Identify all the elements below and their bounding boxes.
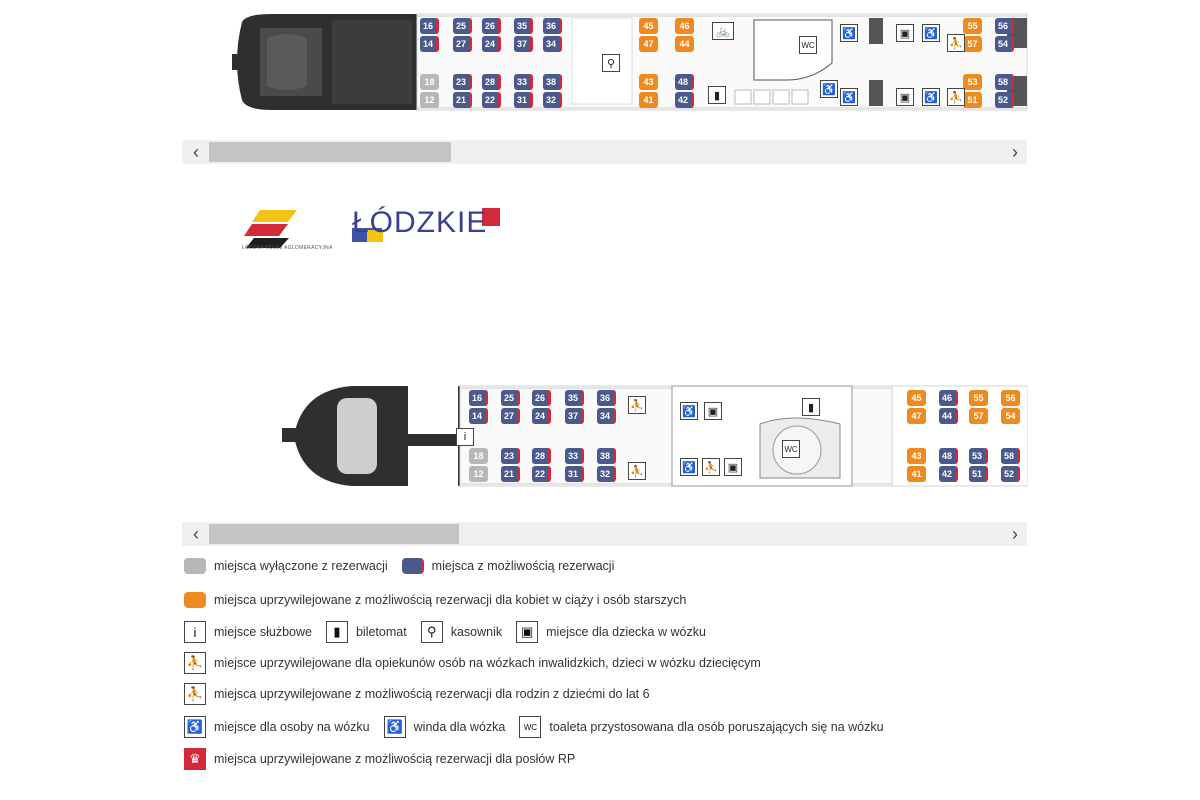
lift-icon-legend: ♿ bbox=[384, 716, 406, 738]
seat-12[interactable]: 12 bbox=[469, 466, 488, 482]
legend-row-7 bbox=[184, 748, 589, 770]
seat-34[interactable]: 34 bbox=[597, 408, 616, 424]
seat-46[interactable]: 46 bbox=[675, 18, 694, 34]
wheelchair-icon-legend: ♿ bbox=[184, 716, 206, 738]
lodzkie-logo-text: ŁÓDZKIE bbox=[352, 206, 488, 239]
stroller-icon-4: ▣ bbox=[724, 458, 742, 476]
ticket-machine-icon-2: ▮ bbox=[802, 398, 820, 416]
seat-41[interactable]: 41 bbox=[907, 466, 926, 482]
seat-34[interactable]: 34 bbox=[543, 36, 562, 52]
seat-26[interactable]: 26 bbox=[482, 18, 501, 34]
seat-12[interactable]: 12 bbox=[420, 92, 439, 108]
seat-18[interactable]: 18 bbox=[469, 448, 488, 464]
seat-57[interactable]: 57 bbox=[969, 408, 988, 424]
seat-35[interactable]: 35 bbox=[565, 390, 584, 406]
scroll-thumb-2[interactable] bbox=[209, 524, 459, 544]
wheelchair-icon: ♿ bbox=[820, 80, 838, 98]
seat-52[interactable]: 52 bbox=[995, 92, 1014, 108]
scroll-thumb-1[interactable] bbox=[209, 142, 451, 162]
seat-32[interactable]: 32 bbox=[543, 92, 562, 108]
seat-map-panel bbox=[172, 0, 1028, 800]
train-diagram-1 bbox=[172, 8, 1028, 116]
seat-14[interactable]: 14 bbox=[420, 36, 439, 52]
seat-55[interactable]: 55 bbox=[969, 390, 988, 406]
legend-toilet: toaleta przystosowana dla osób poruszających się na wózku bbox=[549, 720, 884, 734]
legend-row-5 bbox=[184, 683, 664, 705]
stroller-icon: ▣ bbox=[896, 24, 914, 42]
legend-lift: winda dla wózka bbox=[413, 720, 506, 734]
legend-row-6 bbox=[184, 716, 898, 738]
legend-row-2 bbox=[184, 592, 700, 608]
seat-43[interactable]: 43 bbox=[907, 448, 926, 464]
wheelchair-place-icon: ♿ bbox=[922, 24, 940, 42]
train-diagram-2 bbox=[172, 380, 1028, 492]
seat-25[interactable]: 25 bbox=[453, 18, 472, 34]
seat-14[interactable]: 14 bbox=[469, 408, 488, 424]
seat-26[interactable]: 26 bbox=[532, 390, 551, 406]
seat-37[interactable]: 37 bbox=[565, 408, 584, 424]
stroller-icon-legend: ▣ bbox=[516, 621, 538, 643]
lift-icon-2: ♿ bbox=[840, 88, 858, 106]
toilet-icon-legend: WC bbox=[519, 716, 541, 738]
seat-28[interactable]: 28 bbox=[532, 448, 551, 464]
seat-45[interactable]: 45 bbox=[907, 390, 926, 406]
scroll-left-button-2[interactable]: ‹ bbox=[193, 523, 199, 544]
seat-23[interactable]: 23 bbox=[501, 448, 520, 464]
eagle-emblem-icon: ♛ bbox=[184, 748, 206, 770]
seat-44[interactable]: 44 bbox=[939, 408, 958, 424]
family-icon-legend: ⛹ bbox=[184, 683, 206, 705]
wheelchair-place-icon-2: ♿ bbox=[922, 88, 940, 106]
legend-service: miejsce służbowe bbox=[214, 625, 312, 639]
seat-36[interactable]: 36 bbox=[543, 18, 562, 34]
stroller-icon-2: ▣ bbox=[896, 88, 914, 106]
legend-row-1 bbox=[184, 558, 628, 574]
seat-18[interactable]: 18 bbox=[420, 74, 439, 90]
wheelchair-place-icon-3: ♿ bbox=[680, 402, 698, 420]
seat-33[interactable]: 33 bbox=[514, 74, 533, 90]
seat-22[interactable]: 22 bbox=[482, 92, 501, 108]
seat-31[interactable]: 31 bbox=[514, 92, 533, 108]
seat-44[interactable]: 44 bbox=[675, 36, 694, 52]
seat-38[interactable]: 38 bbox=[543, 74, 562, 90]
reservable-seat-swatch bbox=[402, 558, 424, 574]
seat-54[interactable]: 54 bbox=[1001, 408, 1020, 424]
seat-24[interactable]: 24 bbox=[482, 36, 501, 52]
toilet-wheelchair-icon-2: WC bbox=[782, 440, 800, 458]
seat-51[interactable]: 51 bbox=[963, 92, 982, 108]
seat-16[interactable]: 16 bbox=[420, 18, 439, 34]
seat-53[interactable]: 53 bbox=[963, 74, 982, 90]
seat-41[interactable]: 41 bbox=[639, 92, 658, 108]
priority-seat-swatch bbox=[184, 592, 206, 608]
seat-38[interactable]: 38 bbox=[597, 448, 616, 464]
seat-45[interactable]: 45 bbox=[639, 18, 658, 34]
carer-icon-2: ⛹ bbox=[947, 88, 965, 106]
seat-27[interactable]: 27 bbox=[501, 408, 520, 424]
legend-reservable: miejsca z możliwością rezerwacji bbox=[431, 559, 615, 573]
legend-priority-pregnant: miejsca uprzywilejowane z możliwością rezerwacji dla kobiet w ciąży i osób starszych bbox=[214, 593, 687, 607]
seat-58[interactable]: 58 bbox=[1001, 448, 1020, 464]
scroll-right-button-2[interactable]: › bbox=[1012, 523, 1018, 544]
carer-icon-legend: ⛹ bbox=[184, 652, 206, 674]
seat-24[interactable]: 24 bbox=[532, 408, 551, 424]
seat-48[interactable]: 48 bbox=[675, 74, 694, 90]
service-icon-legend: i bbox=[184, 621, 206, 643]
seat-43[interactable]: 43 bbox=[639, 74, 658, 90]
legend-row-3 bbox=[184, 621, 720, 643]
legend-families: miejsca uprzywilejowane z możliwością rezerwacji dla rodzin z dziećmi do lat 6 bbox=[214, 687, 650, 701]
seat-56[interactable]: 56 bbox=[995, 18, 1014, 34]
seat-22[interactable]: 22 bbox=[532, 466, 551, 482]
seat-56[interactable]: 56 bbox=[1001, 390, 1020, 406]
seat-53[interactable]: 53 bbox=[969, 448, 988, 464]
seat-42[interactable]: 42 bbox=[675, 92, 694, 108]
horizontal-scrollbar-2[interactable] bbox=[182, 522, 1027, 546]
legend-wheelchair-place: miejsce dla osoby na wózku bbox=[214, 720, 370, 734]
seat-32[interactable]: 32 bbox=[597, 466, 616, 482]
seat-52[interactable]: 52 bbox=[1001, 466, 1020, 482]
excluded-seat-swatch bbox=[184, 558, 206, 574]
seat-47[interactable]: 47 bbox=[907, 408, 926, 424]
stroller-icon-3: ▣ bbox=[704, 402, 722, 420]
carer-icon-3: ⛹ bbox=[628, 396, 646, 414]
lift-icon: ♿ bbox=[840, 24, 858, 42]
seat-42[interactable]: 42 bbox=[939, 466, 958, 482]
seat-58[interactable]: 58 bbox=[995, 74, 1014, 90]
seat-31[interactable]: 31 bbox=[565, 466, 584, 482]
legend-child-stroller: miejsce dla dziecka w wózku bbox=[546, 625, 706, 639]
seat-47[interactable]: 47 bbox=[639, 36, 658, 52]
family-icon: ⛹ bbox=[702, 458, 720, 476]
seat-57[interactable]: 57 bbox=[963, 36, 982, 52]
seat-21[interactable]: 21 bbox=[501, 466, 520, 482]
seat-51[interactable]: 51 bbox=[969, 466, 988, 482]
ticket-machine-icon-legend: ▮ bbox=[326, 621, 348, 643]
carer-icon: ⛹ bbox=[947, 34, 965, 52]
seat-46[interactable]: 46 bbox=[939, 390, 958, 406]
bike-icon: 🚲 bbox=[712, 22, 734, 40]
seat-36[interactable]: 36 bbox=[597, 390, 616, 406]
cashier-icon: ⚲ bbox=[602, 54, 620, 72]
legend-carers: miejsce uprzywilejowane dla opiekunów osób na wózkach inwalidzkich, dzieci w wózku dziecięcym bbox=[214, 656, 761, 670]
legend-ticket-machine: biletomat bbox=[355, 625, 407, 639]
ticket-machine-icon: ▮ bbox=[708, 86, 726, 104]
seat-25[interactable]: 25 bbox=[501, 390, 520, 406]
scroll-right-button-1[interactable]: › bbox=[1012, 141, 1018, 162]
service-icon: i bbox=[456, 428, 474, 446]
seat-37[interactable]: 37 bbox=[514, 36, 533, 52]
seat-27[interactable]: 27 bbox=[453, 36, 472, 52]
legend-cashier: kasownik bbox=[450, 625, 503, 639]
horizontal-scrollbar-1[interactable] bbox=[182, 140, 1027, 164]
seat-21[interactable]: 21 bbox=[453, 92, 472, 108]
wheelchair-place-icon-4: ♿ bbox=[680, 458, 698, 476]
seat-55[interactable]: 55 bbox=[963, 18, 982, 34]
legend-row-4 bbox=[184, 652, 775, 674]
seat-16[interactable]: 16 bbox=[469, 390, 488, 406]
carer-icon-4: ⛹ bbox=[628, 462, 646, 480]
lka-tagline: ŁÓDZKA KOLEJ AGLOMERACYJNA bbox=[242, 245, 333, 251]
scroll-left-button-1[interactable]: ‹ bbox=[193, 141, 199, 162]
seat-28[interactable]: 28 bbox=[482, 74, 501, 90]
toilet-wheelchair-icon: WC bbox=[799, 36, 817, 54]
seat-48[interactable]: 48 bbox=[939, 448, 958, 464]
legend-excluded: miejsca wyłączone z rezerwacji bbox=[214, 559, 388, 573]
legend-mps: miejsca uprzywilejowane z możliwością rezerwacji dla posłów RP bbox=[214, 752, 576, 766]
seat-33[interactable]: 33 bbox=[565, 448, 584, 464]
seat-35[interactable]: 35 bbox=[514, 18, 533, 34]
seat-54[interactable]: 54 bbox=[995, 36, 1014, 52]
cashier-icon-legend: ⚲ bbox=[421, 621, 443, 643]
seat-23[interactable]: 23 bbox=[453, 74, 472, 90]
